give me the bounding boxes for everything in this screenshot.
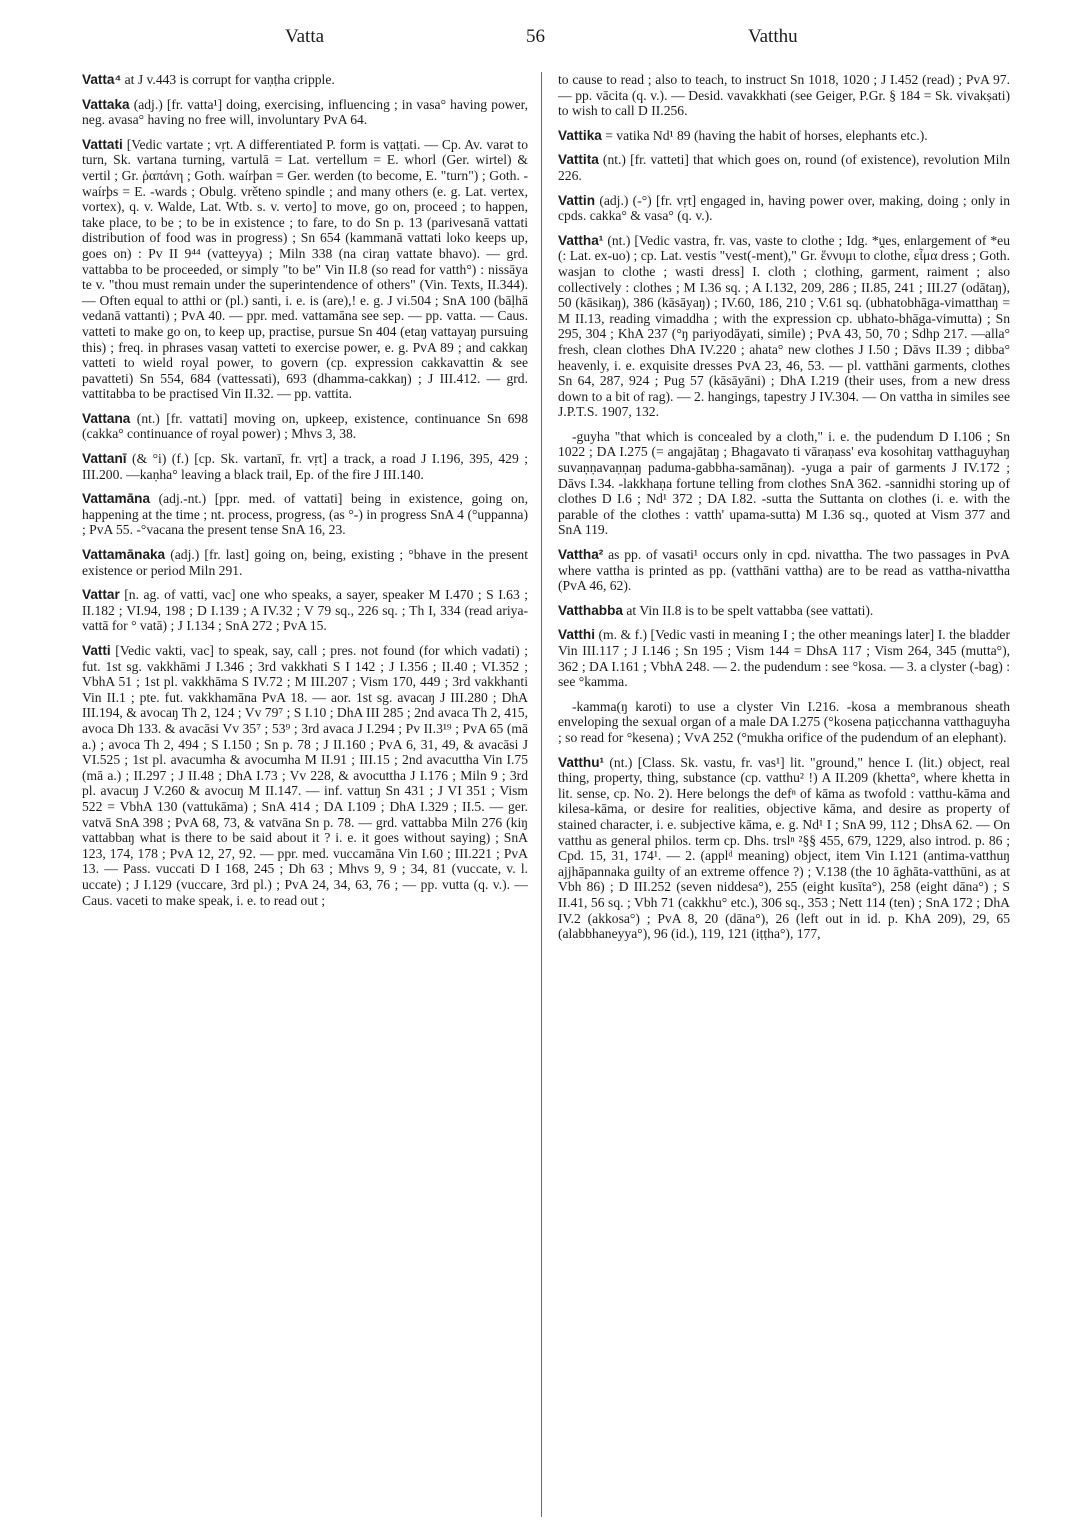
page-header — [0, 26, 1073, 56]
dictionary-entry — [558, 603, 1010, 619]
entry-headword: Vatti — [82, 643, 111, 658]
header-right-guide-word: Vatthu — [748, 26, 798, 47]
entry-text: (adj.-nt.) [ppr. med. of vattati] being in existence, going on, happening at the time ; nt. process, progress, (as °-) in progress SnA 4 (°uppanna) ; PvA 55. -°vacana the present tense SnA 16, 23. — [82, 491, 528, 538]
dictionary-entry — [558, 128, 1010, 144]
right-column — [558, 72, 1010, 951]
entry-text: (adj.) [fr. vatta¹] doing, exercising, influencing ; in vasa° having power, neg. avasa° having no free will, involuntary PvA 64. — [82, 96, 528, 128]
dictionary-entry — [82, 97, 528, 128]
entry-headword: Vattati — [82, 136, 123, 152]
dictionary-entry — [558, 547, 1010, 594]
entry-text: as pp. of vasati¹ occurs only in cpd. nivattha. The two passages in PvA where vattha is printed as pp. (vatthāni vattha) are to be read as vattha-nivattha (PvA 46, 62). — [558, 547, 1010, 594]
entry-headword: Vattaka — [82, 96, 130, 112]
entry-text: (nt.) [fr. vatteti] that which goes on, round (of existence), revolution Miln 226. — [558, 152, 1010, 183]
entry-headword: Vatthabba — [558, 602, 623, 618]
entry-headword: Vatthu¹ — [558, 754, 605, 770]
entry-headword: Vattha² — [558, 547, 604, 563]
entry-text: (nt.) [fr. vattati] moving on, upkeep, existence, continuance Sn 698 (cakka° continuance of royal power) ; Mhvs 3, 38. — [82, 410, 528, 442]
entry-headword: Vattar — [82, 587, 120, 603]
entry-headword: Vattika — [558, 127, 602, 143]
dictionary-entry — [558, 627, 1010, 689]
entry-text: (adj.) (-°) [fr. vṛt] engaged in, having power over, making, doing ; only in cpds. cakka° & vasa° (q. v.). — [558, 192, 1010, 224]
dictionary-entry — [82, 451, 528, 482]
entry-text: [Vedic vakti, vac] to speak, say, call ; pres. not found (for which vadati) ; fut. 1st sg. vakkhāmi J I.346 ; 3rd vakkhati S I 142 ; J I.356 ; II.40 ; VI.352 ; VbhA 51 ; 1st pl. vakkhāma S IV.72 ; M III.207 ; Vism 170, 449 ; 3rd vakkhanti Vin II.1 ; pte. fut. vakkhamāna PvA 18. — aor. 1st sg. avacaŋ J III.280 ; DhA III.194, & avocaŋ Th 2, 124 ; Vv 79⁷ ; S I.10 ; DhA III 285 ; 2nd avaca Th 2, 415, avoca Dh 133. & avacāsi Vv 35⁷ ; 53⁹ ; 3rd avaca J I.294 ; Pv II.3¹⁹ ; PvA 65 (mā a.) ; avoca Th 2, 494 ; S I.150 ; Sn p. 78 ; J II.160 ; PvA 6, 31, 49, & avacāsi J VI.525 ; 1st pl. avacumha & avocumha M II.91 ; III.15 ; 2nd avacuttha Vin I.75 (mā a.) ; II.297 ; J II.48 ; DhA I.73 ; Vv 228, & avocuttha J I.176 ; Miln 9 ; 3rd pl. avacuŋ J V.260 & avocuŋ M II.147. — inf. vattuŋ Sn 431 ; J VI 351 ; Vism 522 = VbhA 130 (vattukāma) ; SnA 414 ; DA I.109 ; DhA I.329 ; II.5. — ger. vatvā SnA 398 ; PvA 68, 73, & vatvāna Sn p. 78. — grd. vattabba Miln 276 (kiŋ vattabbaŋ what is there to be said about it ? i. e. it goes without saying) ; SnA 123, 174, 178 ; PvA 12, 27, 92. — ppr. med. vuccamāna Vin I.60 ; III.221 ; PvA 13. — Pass. vuccati D I 168, 245 ; Dh 63 ; Mhvs 9, 9 ; 34, 81 (vuccate, v. l. uccate) ; J I.129 (vuccare, 3rd pl.) ; PvA 24, 34, 63, 76 ; — pp. vutta (q. v.). — Caus. vaceti to make speak, i. e. to read out ; — [82, 643, 528, 908]
entry-headword: Vattha¹ — [558, 232, 604, 248]
entry-headword: Vattana — [82, 410, 131, 426]
dictionary-entry — [82, 587, 528, 634]
dictionary-entry — [558, 72, 1010, 119]
entry-text: (nt.) [Vedic vastra, fr. vas, vaste to clothe ; Idg. *ṷes, enlargement of *eu (: Lat. ex-uo) ; cp. Lat. vestis "vest(-ment)," Gr. ἕννυμι to clothe, εἷμα dress ; Goth. wasjan to clothe ; wasti dress] I. cloth ; clothing, garment, raiment ; also collectively : clothes ; M I.36 sq. ; A I.132, 209, 286 ; II.85, 241 ; III.27 (odātaŋ), 50 (kāsikaŋ), 386 (kāsāyaŋ) ; IV.60, 186, 210 ; V.61 sq. (ubhatobhāga-vimatthaŋ = M II.13, reading vimaddha ; with the expression cp. ubhato-bhāga-vimutta) ; Sn 295, 304 ; KhA 237 (°ŋ pariyodāyati, simile) ; PvA 43, 50, 70 ; Sdhp 217. —alla° fresh, clean clothes DhA IV.220 ; ahata° new clothes J I.50 ; Dāvs II.39 ; dibba° heavenly, i. e. exquisite dresses PvA 23, 46, 53. — pl. vatthāni garments, clothes Sn 64, 287, 924 ; Pug 57 (kāsāyāni) ; DhA I.219 (their uses, from a new dress down to a bit of rag). — 2. hangings, tapestry J IV.304. — On vattha in similes see J.P.T.S. 1907, 132. — [558, 232, 1010, 420]
dictionary-entry — [558, 152, 1010, 183]
page-number: 56 — [526, 26, 545, 47]
entry-headword: Vatthi — [558, 627, 596, 643]
dictionary-entry — [558, 429, 1010, 538]
entry-text: at J v.443 is corrupt for vaṇṭha cripple. — [121, 72, 335, 87]
entry-text: [Vedic vartate ; vṛt. A differentiated P. form is vaṭṭati. — Cp. Av. varǝt to turn, Sk. vartana turning, vartulā = Lat. vertellum = E. whorl (Ger. wirtel) & vertil ; Gr. ῥαπάνη ; Goth. waírþan = Ger. werden (to become, E. "turn") ; Goth. -waírþs = E. -wards ; Obulg. vrěteno spindle ; and many others (e. g. Lat. vertex, vortex), q. v. Walde, Lat. Wtb. s. v. verto] to move, go on, proceed ; to happen, take place, to be ; to be in existence ; to fare, to do Sn p. 13 (parivesanā vattati distribution of food was in progress) ; Sn 654 (kammanā vattati loko keeps up, goes on) : Pv II 9⁴⁴ (vatteyya) ; Miln 338 (na ciraŋ vattate bhavo). — grd. vattabba to be proceeded, or simply "to be" Vin II.8 (so read for vatth°) : nissāya te v. "thou must remain under the superintendence of others" (Vin. Texts, II.344). — Often equal to atthi or (pl.) santi, i. e. is (are),! e. g. J vi.504 ; SnA 100 (bāḷhā vedanā vattanti) ; PvA 40. — ppr. med. vattamāna see sep. — pp. vatta. — Caus. vatteti to make go on, to keep up, practise, pursue Sn 404 (etaŋ vattayaŋ pursuing this) ; freq. in phrases vasaŋ vatteti to exercise power, e. g. PvA 89 ; and cakkaŋ vatteti to wield royal power, to govern (cp. expression cakkavattin & see pavatteti) Sn 554, 684 (vattessati), 693 (dhamma-cakkaŋ) ; J III.412. — grd. vattitabba to be practised Vin II.32. — pp. vattita. — [82, 136, 528, 402]
entry-text: = vatika Nd¹ 89 (having the habit of horses, elephants etc.). — [601, 127, 928, 143]
entry-text: (m. & f.) [Vedic vasti in meaning I ; the other meanings later] I. the bladder Vin III.117 ; J I.146 ; Sn 195 ; Vism 144 = DhsA 117 ; Vism 264, 345 (mutta°), 362 ; DA I.161 ; VbhA 248. — 2. the pudendum : see °kosa. — 3. a clyster (-bag) : see °kamma. — [558, 627, 1010, 690]
entry-headword: Vattin — [558, 192, 596, 208]
entry-text: [n. ag. of vatti, vac] one who speaks, a sayer, speaker M I.470 ; S I.63 ; II.182 ; VI.94, 198 ; D I.139 ; A IV.32 ; V 79 sq., 226 sq. ; Th I, 334 (read ariya-vattā for ° vatā) ; J I.134 ; SnA 272 ; PvA 15. — [82, 587, 528, 634]
entry-headword: Vattanī — [82, 451, 127, 467]
dictionary-entry — [558, 193, 1010, 224]
entry-text: at Vin II.8 is to be spelt vattabba (see vattati). — [622, 602, 874, 618]
entry-headword: Vattita — [558, 152, 599, 168]
entry-text: (adj.) [fr. last] going on, being, existing ; °bhave in the present existence or period Miln 291. — [82, 547, 528, 578]
entry-text: -kamma(ŋ karoti) to use a clyster Vin I.216. -kosa a membranous sheath enveloping the sexual organ of a male DA I.275 (°kosena paṭicchanna vatthaguyha ; so read for °kesena) ; VvA 252 (°mukha orifice of the pudendum of an elephant). — [558, 698, 1010, 745]
column-divider — [541, 72, 542, 1517]
dictionary-entry — [82, 547, 528, 578]
entry-headword: Vattamāna — [82, 491, 151, 507]
dictionary-entry — [82, 491, 528, 538]
header-left-guide-word: Vatta — [285, 26, 325, 47]
entry-text: (& °i) (f.) [cp. Sk. vartanī, fr. vṛt] a track, a road J I.196, 395, 429 ; III.200. —kaṇha° leaving a black trail, Ep. of the fire J III.140. — [82, 451, 528, 482]
entry-text: -guyha "that which is concealed by a cloth," i. e. the pudendum D I.106 ; Sn 1022 ; DA I.275 (= angajātaŋ ; Bhagavato ti vāraṇass' eva kosohitaŋ vatthaguyhaŋ suvaṇṇavaṇṇaŋ paduma-gabbha-samānaŋ). -yuga a pair of garments J IV.172 ; Dāvs I.34. -lakkhaṇa fortune telling from clothes SnA 362. -sannidhi storing up of clothes D I.6 ; Nd¹ 372 ; DA I.82. -sutta the Suttanta on clothes (i. e. with the parable of the clothes : vatth' upama-sutta) M I.36 sq., quoted at Vism 377 and SnA 119. — [558, 428, 1010, 538]
entry-text: to cause to read ; also to teach, to instruct Sn 1018, 1020 ; J I.452 (read) ; PvA 97. — pp. vācita (q. v.). — Desid. vavakkhati (see Geiger, P.Gr. § 184 = Sk. vivakṣati) to wish to call D II.256. — [558, 72, 1010, 119]
dictionary-entry — [82, 411, 528, 442]
dictionary-entry — [82, 137, 528, 402]
entry-headword: Vattamānaka — [82, 547, 166, 563]
entry-headword: Vatta⁴ — [82, 72, 122, 87]
dictionary-entry — [558, 233, 1010, 420]
dictionary-entry — [558, 699, 1010, 746]
entry-text: (nt.) [Class. Sk. vastu, fr. vas¹] lit. "ground," hence I. (lit.) object, real thing, property, thing, substance (cp. vatthu² !) A II.209 (khetta°, where khetta in lit. sense, cp. No. 2). Here belongs the defⁿ of kāma as twofold : vatthu-kāma and kilesa-kāma, or desire for realities, objective kāma, and desire as property of stained character, i. e. subjective kāma, e. g. Nd¹ I ; SnA 99, 112 ; DhsA 62. — On vatthu as general philos. term cp. Dhs. trslⁿ ²§§ 455, 679, 1229, also introd. p. 86 ; Cpd. 15, 31, 174¹. — 2. (applᵈ meaning) object, item Vin I.121 (antima-vatthuŋ ajjhāpannaka guilty of an extreme offence ?) ; V.138 (the 10 āghāta-vatthūni, as at Vbh 86) ; D III.252 (seven niddesa°), 255 (eight kusīta°), 258 (eight dāna°) ; S II.41, 56 sq. ; Vbh 71 (cakkhu° etc.), 306 sq., 353 ; Nett 114 (ten) ; SnA 172 ; DhA IV.2 (akkosa°) ; PvA 8, 20 (dāna°), 26 (left out in id. p. KhA 209), 29, 65 (alabbhaneyya°), 96 (id.), 119, 121 (iṭṭha°), 177, — [558, 754, 1010, 942]
dictionary-entry — [558, 755, 1010, 942]
dictionary-entry — [82, 72, 528, 88]
dictionary-entry — [82, 643, 528, 908]
left-column — [82, 72, 528, 917]
